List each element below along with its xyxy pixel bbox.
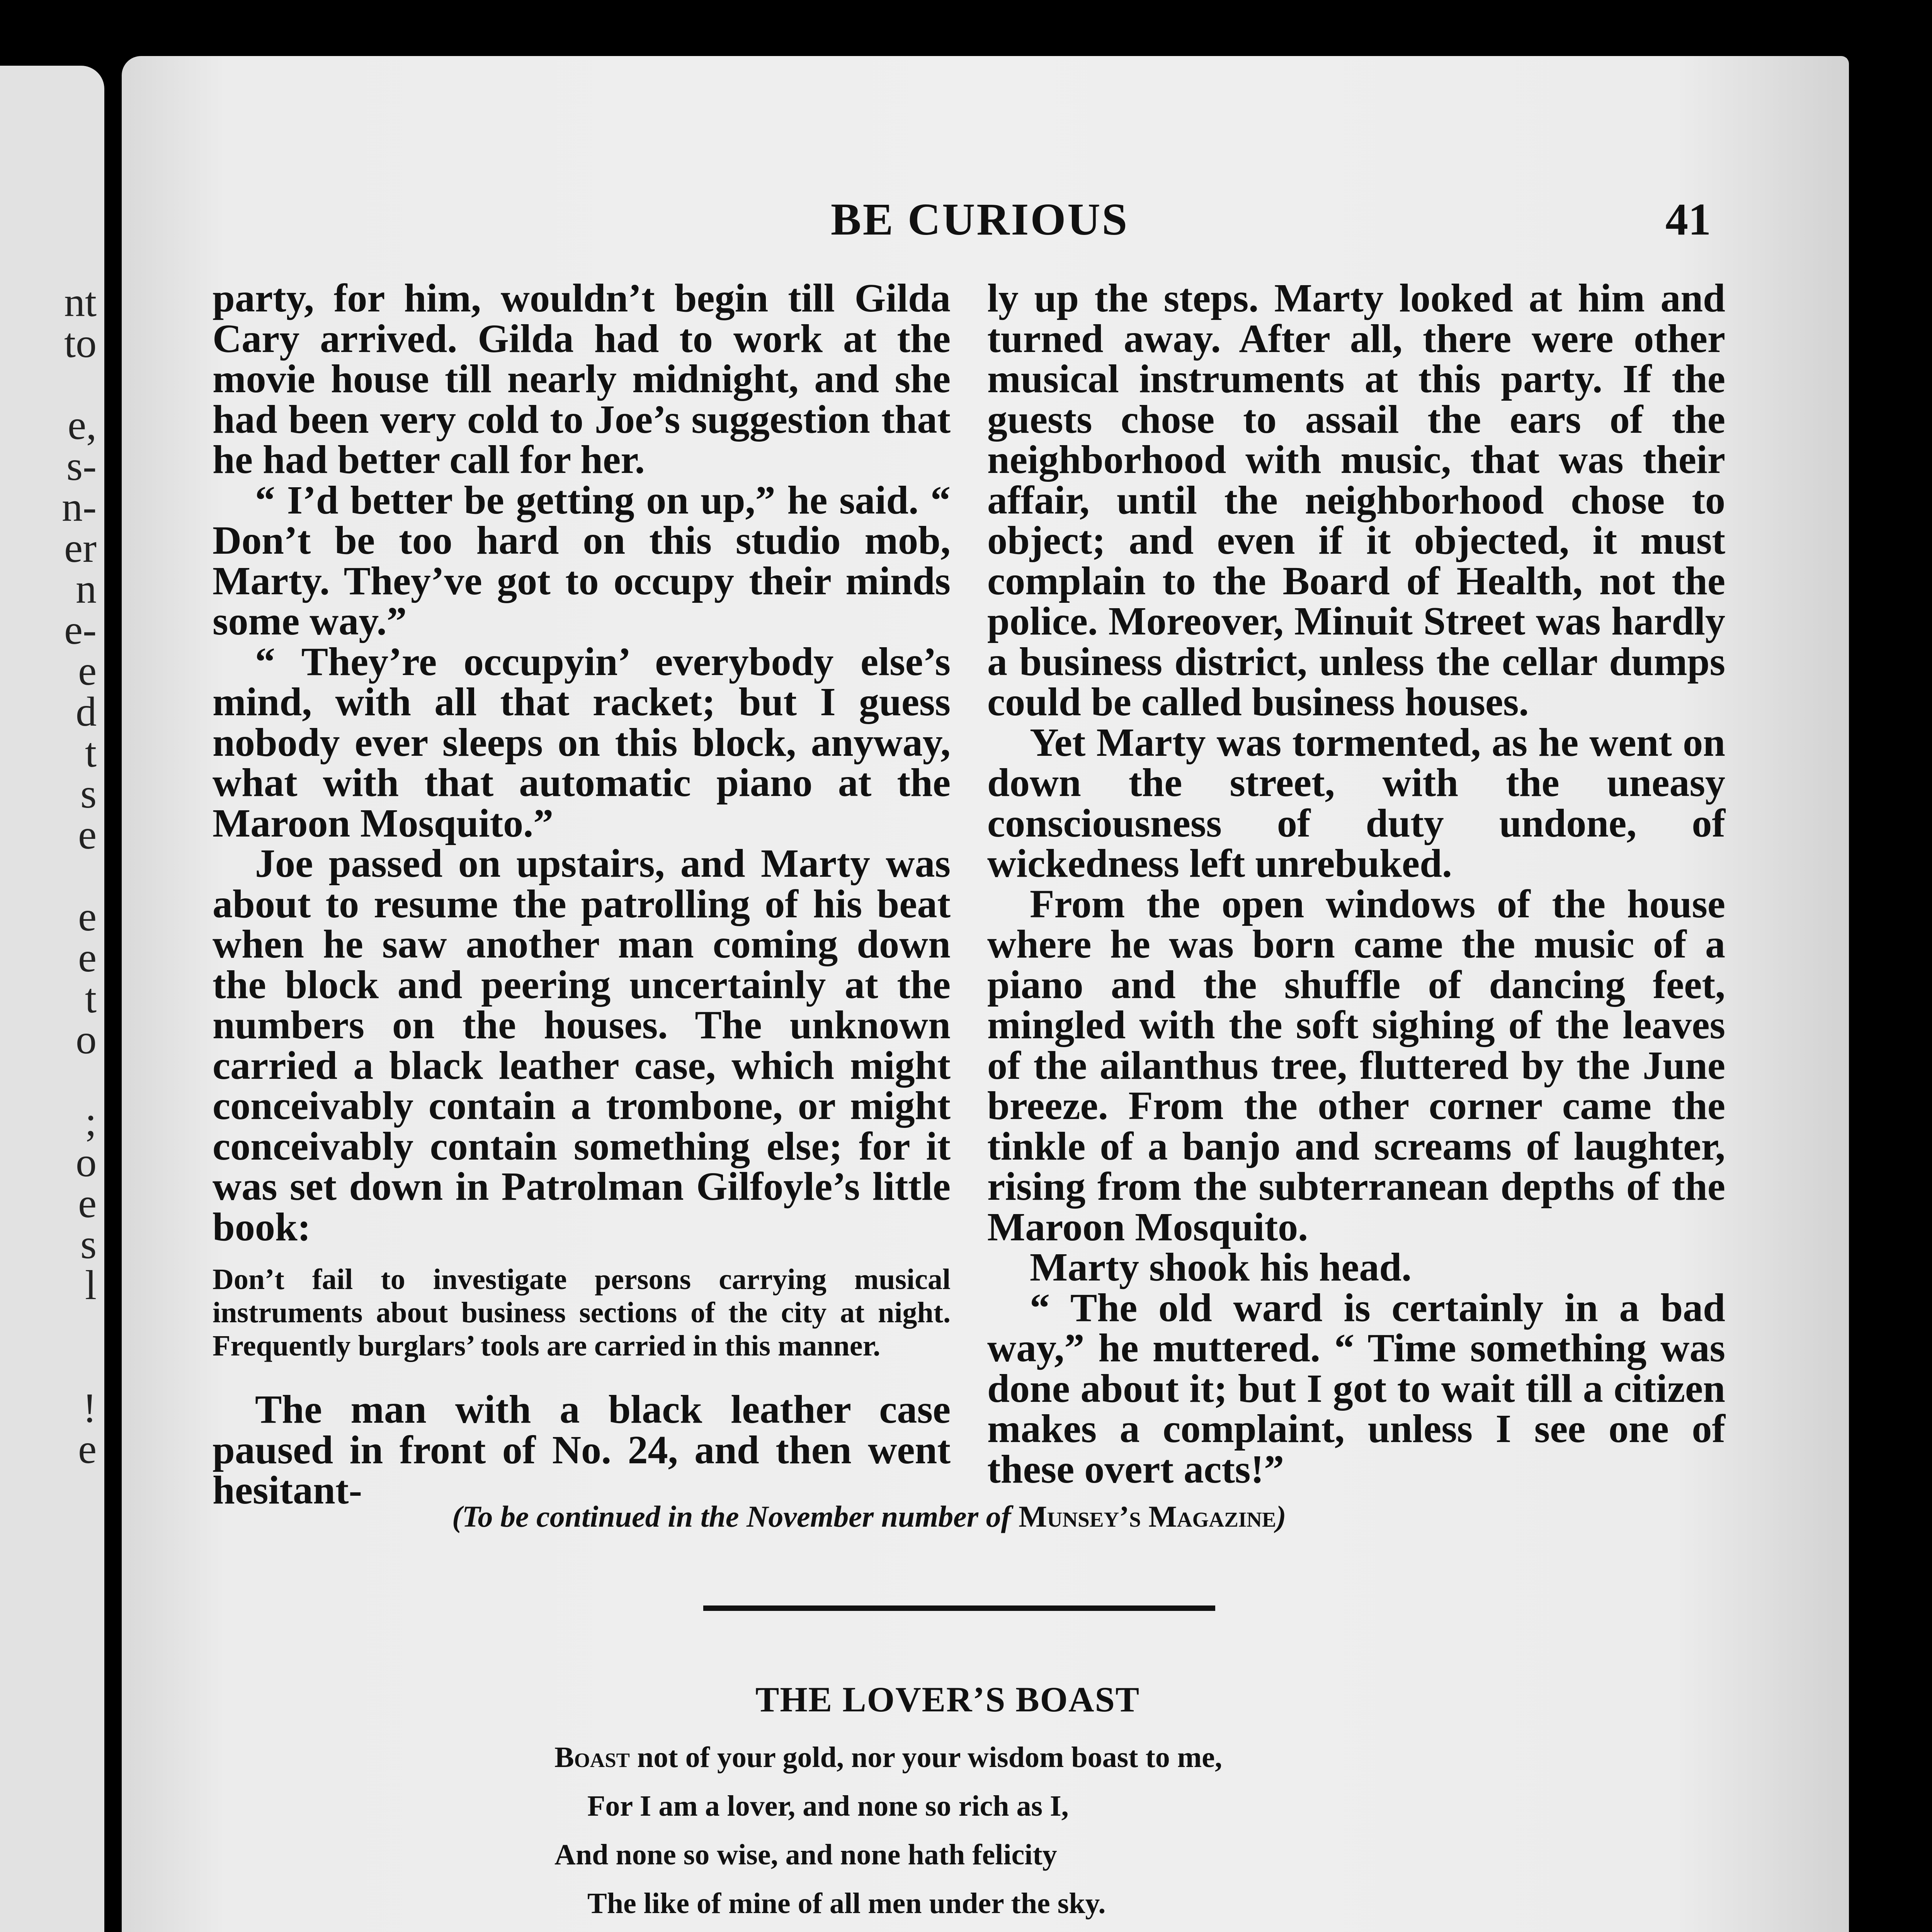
- block-quote: Don’t fail to investigate persons carrying musical instruments about business sections of the city at night. Frequently burglars’ tools are carried in this manner.: [213, 1263, 951, 1362]
- paragraph: Joe passed on upstairs, and Marty was about to resume the patrolling of his beat when he saw another man coming down the block and peering uncertainly at the numbers on the houses. The unknown carried a black leather case, which might conceivably contain a trombone, or might conceivably contain something else; for it was set down in Patrolman Gilfoyle’s little book:: [213, 841, 951, 1249]
- edge-fragment: e: [78, 1426, 97, 1472]
- edge-fragment: t: [85, 730, 97, 776]
- edge-fragment: [0, 1347, 104, 1388]
- paragraph: Marty shook his head.: [1030, 1245, 1412, 1289]
- edge-fragment: ;: [85, 1099, 97, 1145]
- edge-fragment: [0, 364, 104, 405]
- story-left-column: [213, 278, 951, 1511]
- continued-note: [452, 1499, 1286, 1534]
- continued-suffix: ): [1276, 1500, 1286, 1533]
- edge-fragment: !: [83, 1385, 97, 1431]
- edge-fragment: n: [76, 566, 97, 612]
- edge-fragment: e,: [68, 402, 97, 448]
- edge-fragment: [0, 1306, 104, 1347]
- poem-line: And none so wise, and none hath felicity: [554, 1838, 1057, 1871]
- poem-first-word: Boast: [554, 1741, 630, 1774]
- edge-fragment: e-: [64, 607, 97, 653]
- edge-fragment: nt: [64, 279, 97, 325]
- continued-prefix: (To be continued in the November number of: [452, 1500, 1019, 1533]
- magazine-name: Munsey’s Magazine: [1019, 1500, 1276, 1533]
- edge-fragment: o: [76, 1139, 97, 1185]
- poem-stanza: [554, 1741, 1301, 1932]
- poem: [554, 1741, 1301, 1932]
- edge-fragment: n-: [62, 484, 97, 530]
- edge-fragment: e: [78, 648, 97, 694]
- poem-line: For I am a lover, and none so rich as I,: [587, 1790, 1069, 1822]
- edge-fragment: to: [64, 320, 97, 366]
- edge-fragment: o: [76, 1017, 97, 1063]
- poem-title: THE LOVER’S BOAST: [755, 1680, 1140, 1719]
- page-number: 41: [1665, 194, 1711, 245]
- edge-fragment: d: [76, 689, 97, 735]
- edge-fragment: er: [64, 525, 97, 571]
- story-right-column: [987, 278, 1725, 1490]
- paragraph: The man with a black leather case paused in front of No. 24, and then went hesitant-: [213, 1387, 951, 1512]
- paragraph: “ The old ward is certainly in a bad way,” he muttered. “ Time something was done about it; but I got to wait till a citizen makes a complaint, unless I see one of these overt acts!”: [987, 1285, 1725, 1492]
- edge-fragment: e: [78, 812, 97, 858]
- edge-fragment: s-: [66, 443, 97, 489]
- edge-fragment: l: [85, 1262, 97, 1308]
- edge-fragment: t: [85, 976, 97, 1022]
- edge-fragment: e: [78, 935, 97, 981]
- paragraph: “ I’d better be getting on up,” he said. “ Don’t be too hard on this studio mob, Marty. They’ve got to occupy their minds some way.”: [213, 478, 951, 643]
- paragraph: ly up the steps. Marty looked at him and turned away. After all, there were other musical instruments at this party. If the guests chose to assail the ears of the neighborhood with music, that was their affair, until the neighborhood chose to object; and even if it objected, it must complain to the Board of Health, not the police. Moreover, Minuit Street was hardly a business district, unless the cellar dumps could be called business houses.: [987, 276, 1725, 724]
- paragraph: “ They’re occupyin’ everybody else’s mind, with all that racket; but I guess nobody ever sleeps on this block, anyway, what with that automatic piano at the Maroon Mosquito.”: [213, 639, 951, 845]
- running-header: BE CURIOUS: [831, 194, 1129, 245]
- left-page-edge-text: [0, 66, 104, 1470]
- edge-fragment: [0, 1060, 104, 1101]
- edge-fragment: s: [80, 1221, 97, 1267]
- poem-line: Boast not of your gold, nor your wisdom boast to me,: [554, 1741, 1222, 1774]
- section-divider: [703, 1605, 1215, 1611]
- edge-fragment: s: [80, 771, 97, 817]
- paragraph: Yet Marty was tormented, as he went on down the street, with the uneasy consciousness of duty undone, of wickedness left unrebuked.: [987, 720, 1725, 886]
- edge-fragment: [0, 855, 104, 896]
- paragraph: From the open windows of the house where he was born came the music of a piano and the shuffle of dancing feet, mingled with the soft sighing of the leaves of the ailanthus tree, fluttered by the June breeze. From the other corner came the tinkle of a banjo and screams of laughter, rising from the subterranean depths of the Maroon Mosquito.: [987, 881, 1725, 1249]
- poem-line: The like of mine of all men under the sky.: [587, 1887, 1106, 1920]
- edge-fragment: e: [78, 1180, 97, 1226]
- paragraph: party, for him, wouldn’t begin till Gilda Cary arrived. Gilda had to work at the movie house till nearly midnight, and she had been very cold to Joe’s suggestion that he had better call for her.: [213, 276, 951, 482]
- left-page: [0, 66, 104, 1932]
- edge-fragment: e: [78, 894, 97, 940]
